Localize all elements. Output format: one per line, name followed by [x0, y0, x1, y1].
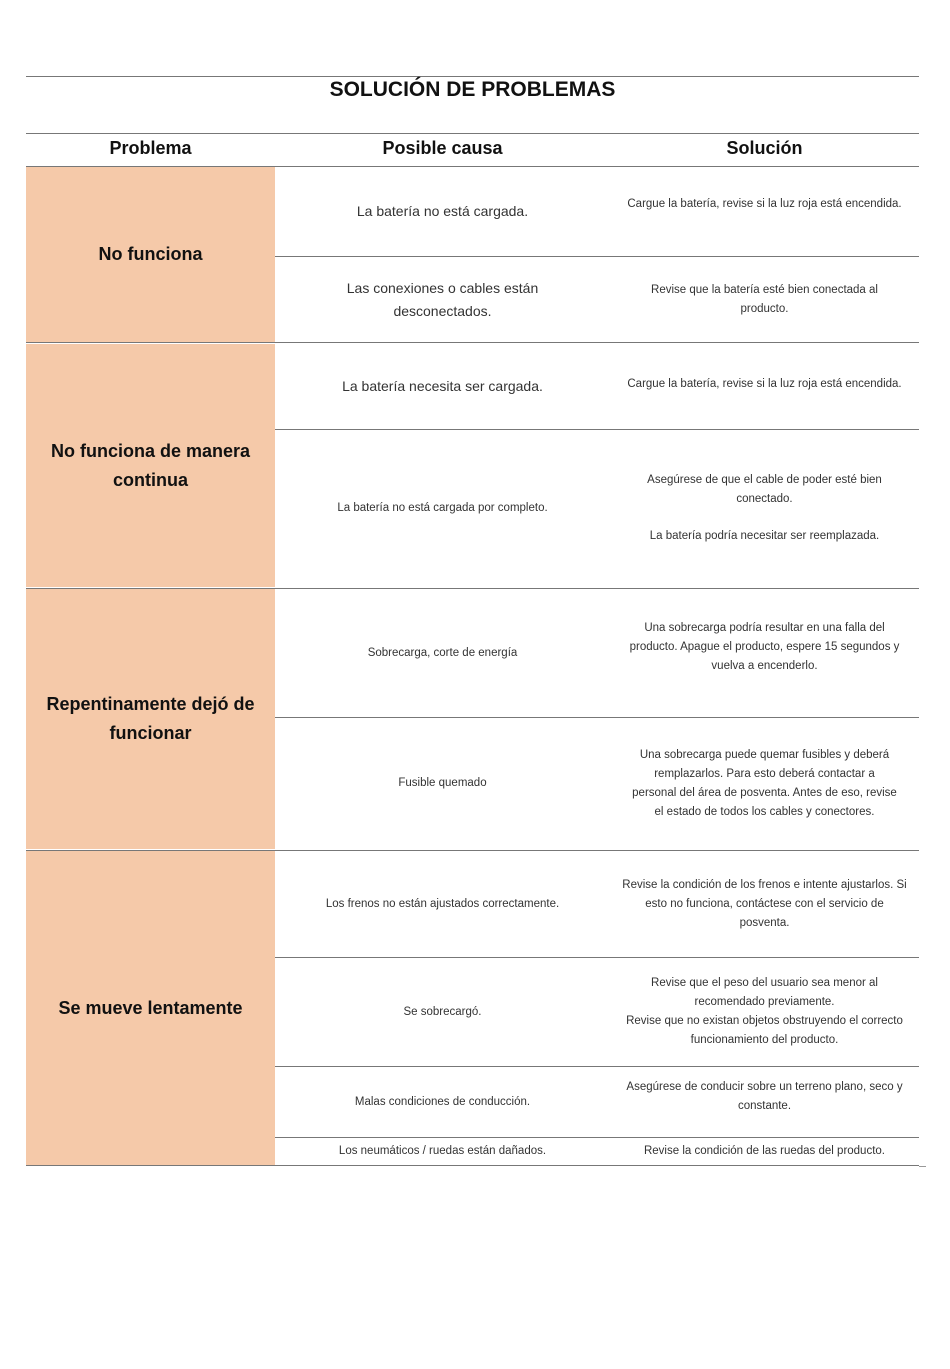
group-divider: [26, 342, 919, 343]
cause-cell: Las conexiones o cables están desconectados.: [346, 279, 539, 319]
solution-text: Asegúrese de que el cable de poder esté bien conectado.: [647, 474, 882, 505]
solution-cell: Cargue la batería, revise si la luz roja está encendida.: [627, 378, 902, 390]
cause-cell: Malas condiciones de conducción.: [354, 1095, 531, 1108]
cause-cell: Los neumáticos / ruedas están dañados.: [338, 1145, 547, 1157]
solution-cell: Revise la condición de los frenos e intente ajustarlos. Si esto no funciona, contáctese con el servicio de posventa.: [622, 879, 907, 929]
solution-cell: Una sobrecarga puede quemar fusibles y deberá remplazarlos. Para esto deberá contactar a personal del área de posventa. Antes de eso, revise el estado de todos los cables y conectores.: [632, 748, 897, 818]
solution-cell: Revise la condición de las ruedas del producto.: [643, 1145, 885, 1157]
solution-text-extra: Revise que no existan objetos obstruyendo el correcto funcionamiento del producto.: [626, 1015, 903, 1046]
solution-cell: Revise que la batería esté bien conectada al producto.: [651, 283, 878, 315]
solution-cell: Asegúrese de conducir sobre un terreno plano, seco y constante.: [626, 1081, 903, 1112]
cause-cell: Sobrecarga, corte de energía: [367, 647, 518, 659]
problem-cell: Repentinamente dejó de funcionar: [26, 589, 275, 849]
solution-cell: [610, 958, 919, 1066]
solution-cell: Cargue la batería, revise si la luz roja está encendida.: [627, 198, 902, 210]
table-bottom-rule: [26, 1165, 919, 1166]
solution-cell: [610, 430, 919, 587]
cause-cell: Los frenos no están ajustados correctamente.: [325, 898, 560, 910]
group-divider: [26, 588, 919, 589]
cause-cell: La batería no está cargada.: [356, 203, 529, 219]
cause-cell: La batería necesita ser cargada.: [342, 378, 543, 394]
header-problem: Problema: [109, 138, 192, 158]
page-title: SOLUCIÓN DE PROBLEMAS: [329, 78, 616, 101]
solution-text-extra: La batería podría necesitar ser reemplazada.: [649, 530, 880, 542]
title-top-rule: [26, 76, 919, 77]
group-divider: [26, 850, 919, 851]
title-bottom-rule: [26, 133, 919, 134]
solution-text: Revise que el peso del usuario sea menor al recomendado previamente.: [651, 977, 878, 1008]
problem-cell: No funciona de manera continua: [26, 344, 275, 587]
cause-cell: Se sobrecargó.: [403, 1005, 482, 1018]
header-solution: Solución: [726, 138, 803, 158]
problem-cell: Se mueve lentamente: [26, 851, 275, 1165]
problem-cell: No funciona: [26, 167, 275, 342]
solution-cell: Una sobrecarga podría resultar en una falla del producto. Apague el producto, espere 15 segundos y vuelva a encenderlo.: [629, 622, 900, 672]
cause-cell: La batería no está cargada por completo.: [337, 502, 548, 514]
corner-mark: [919, 1166, 926, 1167]
cause-cell: Fusible quemado: [398, 777, 487, 789]
header-cause: Posible causa: [382, 138, 503, 158]
